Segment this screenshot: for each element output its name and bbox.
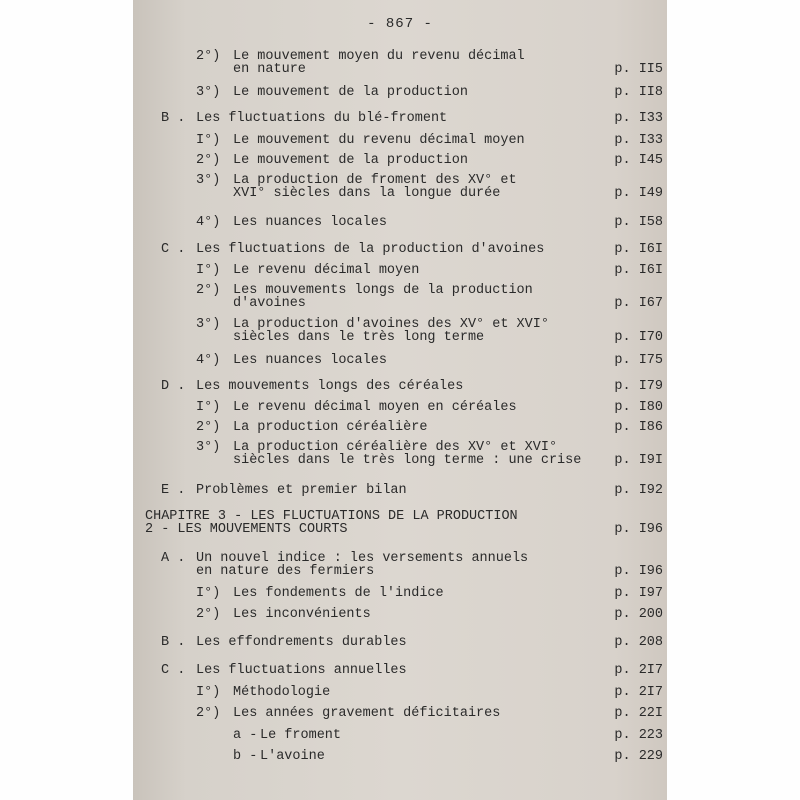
toc-entry-title: La production céréalière des XV° et XVI° siècles dans le très long terme : une crise <box>233 440 582 468</box>
toc-entry-title: Les nuances locales <box>233 215 387 230</box>
toc-entry <box>133 174 667 200</box>
toc-entry-title: Les fondements de l'indice <box>233 586 444 601</box>
toc-entry-page: p. I75 <box>614 353 663 368</box>
toc-entry <box>133 243 667 256</box>
toc-entry-title: CHAPITRE 3 - LES FLUCTUATIONS DE LA PRODUCTION 2 - LES MOUVEMENTS COURTS <box>145 509 518 537</box>
toc-entry-page: p. I58 <box>614 215 663 230</box>
toc-entry <box>133 284 667 310</box>
toc-entry <box>133 441 667 467</box>
toc-entry <box>133 608 667 621</box>
toc-entry <box>133 729 667 742</box>
toc-entry-title: Les inconvénients <box>233 607 371 622</box>
toc-entry-number: D . <box>161 379 186 394</box>
toc-entry <box>133 750 667 763</box>
toc-entry-title: Les fluctuations du blé-froment <box>196 111 448 126</box>
toc-entry-number: B . <box>161 635 186 650</box>
toc-entry-title: Le revenu décimal moyen en céréales <box>233 400 517 415</box>
toc-entry <box>133 707 667 720</box>
toc-entry-page: p. 223 <box>614 728 663 743</box>
toc-entry-number: b - <box>233 749 258 764</box>
toc-entry-page: p. I86 <box>614 420 663 435</box>
toc-entry-title: Les fluctuations de la production d'avoines <box>196 242 545 257</box>
table-of-contents <box>133 0 667 800</box>
toc-entry <box>133 264 667 277</box>
toc-entry-number: 2°) <box>196 153 221 168</box>
toc-entry-title: Les nuances locales <box>233 353 387 368</box>
toc-entry-title: L'avoine <box>260 749 325 764</box>
toc-entry <box>133 318 667 344</box>
toc-entry-page: p. II8 <box>614 85 663 100</box>
toc-entry <box>133 686 667 699</box>
toc-entry-page: p. 2I7 <box>614 685 663 700</box>
toc-entry-title: Un nouvel indice : les versements annuels en nature des fermiers <box>196 551 529 579</box>
toc-entry-number: A . <box>161 551 186 566</box>
toc-entry-page: p. 22I <box>614 706 663 721</box>
toc-entry-title: Le mouvement de la production <box>233 153 468 168</box>
background-right <box>667 0 800 800</box>
toc-entry <box>133 216 667 229</box>
toc-entry-title: La production céréalière <box>233 420 428 435</box>
toc-entry <box>133 510 667 536</box>
toc-entry <box>133 587 667 600</box>
toc-entry-title: Les effondrements durables <box>196 635 407 650</box>
toc-entry-number: 2°) <box>196 607 221 622</box>
toc-entry-page: p. I80 <box>614 400 663 415</box>
toc-entry-page: p. I97 <box>614 586 663 601</box>
toc-entry-page: p. 200 <box>614 607 663 622</box>
toc-entry <box>133 86 667 99</box>
toc-entry-page: p. I96 <box>614 522 663 537</box>
toc-entry-page: p. II5 <box>614 62 663 77</box>
toc-entry-number: C . <box>161 663 186 678</box>
toc-entry-number: 2°) <box>196 706 221 721</box>
toc-entry-number: I°) <box>196 400 221 415</box>
toc-entry-number: 3°) <box>196 173 221 188</box>
toc-entry-page: p. 2I7 <box>614 663 663 678</box>
toc-entry-title: La production d'avoines des XV° et XVI° siècles dans le très long terme <box>233 317 549 345</box>
book-page <box>133 0 667 800</box>
toc-entry-page: p. I45 <box>614 153 663 168</box>
toc-entry <box>133 154 667 167</box>
toc-entry <box>133 50 667 76</box>
toc-entry-page: p. I33 <box>614 133 663 148</box>
toc-entry-number: E . <box>161 483 186 498</box>
toc-entry-number: a - <box>233 728 258 743</box>
toc-entry-title: Les années gravement déficitaires <box>233 706 501 721</box>
toc-entry-title: Les mouvements longs de la production d'avoines <box>233 283 533 311</box>
toc-entry-title: Le mouvement de la production <box>233 85 468 100</box>
toc-entry-page: p. I6I <box>614 242 663 257</box>
toc-entry <box>133 401 667 414</box>
toc-entry-number: 3°) <box>196 440 221 455</box>
toc-entry-page: p. I70 <box>614 330 663 345</box>
toc-entry <box>133 484 667 497</box>
toc-entry-page: p. I6I <box>614 263 663 278</box>
toc-entry-number: 4°) <box>196 353 221 368</box>
toc-entry-page: p. I33 <box>614 111 663 126</box>
toc-entry-title: Le revenu décimal moyen <box>233 263 420 278</box>
toc-entry-page: p. 229 <box>614 749 663 764</box>
toc-entry <box>133 552 667 578</box>
toc-entry-page: p. I49 <box>614 186 663 201</box>
page-number: - 867 - <box>367 16 433 32</box>
toc-entry-number: I°) <box>196 133 221 148</box>
toc-entry-page: p. I96 <box>614 564 663 579</box>
toc-entry-number: 2°) <box>196 283 221 298</box>
toc-entry-page: p. I92 <box>614 483 663 498</box>
toc-entry <box>133 421 667 434</box>
toc-entry-number: I°) <box>196 685 221 700</box>
toc-entry-number: C . <box>161 242 186 257</box>
toc-entry-page: p. I79 <box>614 379 663 394</box>
toc-entry-title: Le mouvement du revenu décimal moyen <box>233 133 525 148</box>
toc-entry-title: Méthodologie <box>233 685 331 700</box>
toc-entry-page: p. 208 <box>614 635 663 650</box>
toc-entry-title: Les mouvements longs des céréales <box>196 379 464 394</box>
toc-entry <box>133 664 667 677</box>
toc-entry-number: 4°) <box>196 215 221 230</box>
toc-entry <box>133 380 667 393</box>
toc-entry <box>133 134 667 147</box>
toc-entry <box>133 636 667 649</box>
toc-entry-page: p. I67 <box>614 296 663 311</box>
toc-entry-number: I°) <box>196 586 221 601</box>
background-left <box>0 0 133 800</box>
toc-entry-number: I°) <box>196 263 221 278</box>
toc-entry-number: 3°) <box>196 317 221 332</box>
toc-entry <box>133 112 667 125</box>
toc-entry-title: La production de froment des XV° et XVI° siècles dans la longue durée <box>233 173 517 201</box>
toc-entry <box>133 354 667 367</box>
toc-entry-number: 3°) <box>196 85 221 100</box>
toc-entry-page: p. I9I <box>614 453 663 468</box>
toc-entry-title: Le mouvement moyen du revenu décimal en nature <box>233 49 525 77</box>
toc-entry-title: Problèmes et premier bilan <box>196 483 407 498</box>
toc-entry-number: 2°) <box>196 49 221 64</box>
toc-entry-title: Le froment <box>260 728 342 743</box>
toc-entry-title: Les fluctuations annuelles <box>196 663 407 678</box>
toc-entry-number: B . <box>161 111 186 126</box>
toc-entry-number: 2°) <box>196 420 221 435</box>
